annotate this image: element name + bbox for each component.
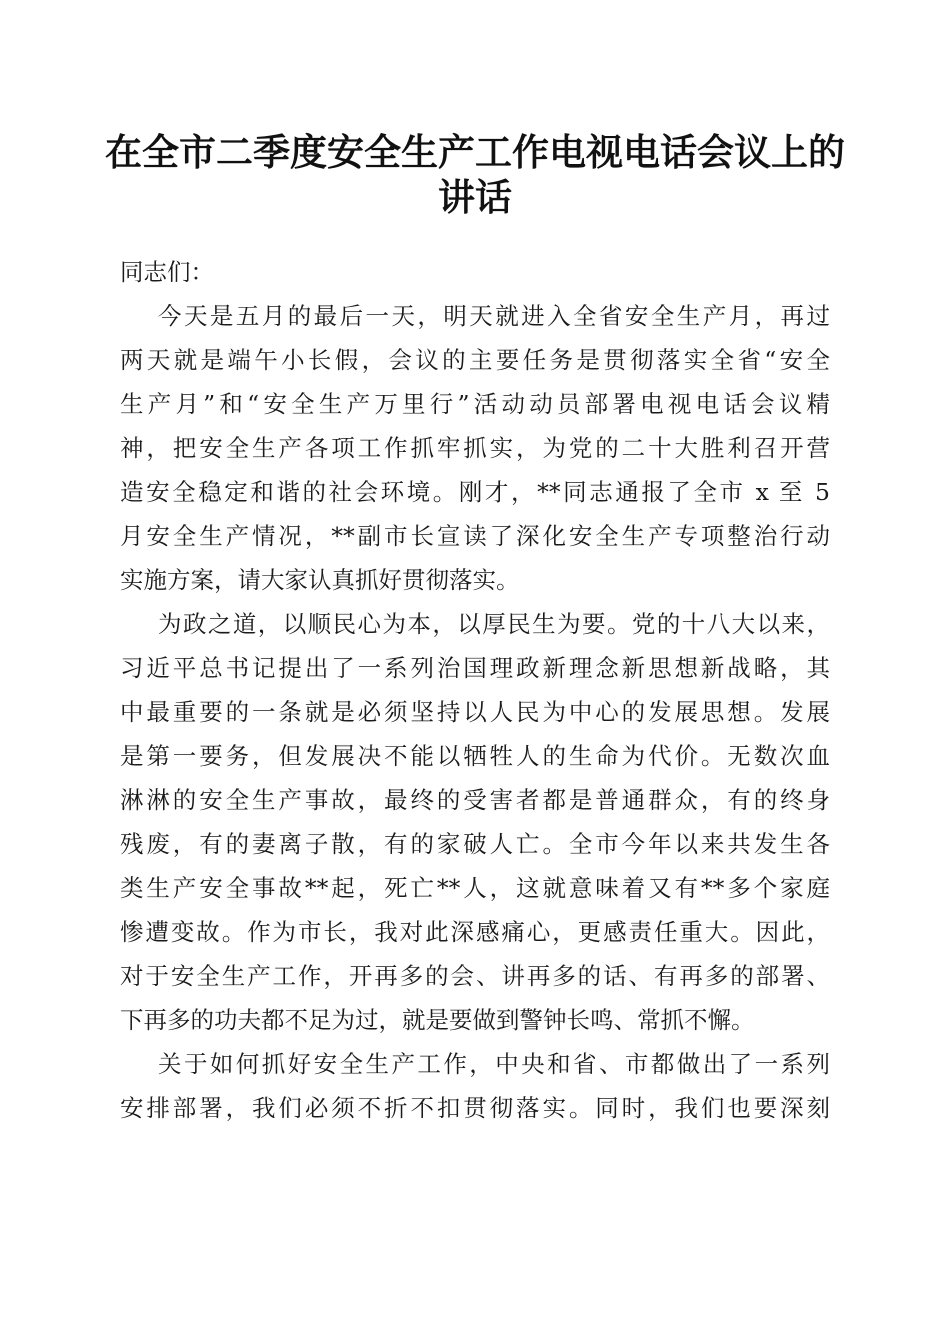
- paragraph-1-line-5: 造安全稳定和谐的社会环境。刚才，**同志通报了全市 x 至 5: [120, 478, 830, 506]
- paragraph-1-line-7: 实施方案，请大家认真抓好贯彻落实。: [120, 566, 520, 594]
- paragraph-2-line-3: 中最重要的一条就是必须坚持以人民为中心的发展思想。发展: [120, 698, 830, 726]
- paragraph-1-line-1: 今天是五月的最后一天，明天就进入全省安全生产月，再过: [158, 302, 830, 330]
- paragraph-1-line-3: 生产月”和“安全生产万里行”活动动员部署电视电话会议精: [120, 390, 830, 418]
- paragraph-2-line-9: 对于安全生产工作，开再多的会、讲再多的话、有再多的部署、: [120, 962, 830, 990]
- salutation: 同志们：: [120, 258, 214, 286]
- paragraph-2-line-10: 下再多的功夫都不足为过，就是要做到警钟长鸣、常抓不懈。: [120, 1006, 755, 1034]
- paragraph-2-line-5: 淋淋的安全生产事故，最终的受害者都是普通群众，有的终身: [120, 786, 830, 814]
- paragraph-2-line-7: 类生产安全事故**起，死亡**人，这就意味着又有**多个家庭: [120, 874, 830, 902]
- paragraph-3-line-2: 安排部署，我们必须不折不扣贯彻落实。同时，我们也要深刻: [120, 1094, 830, 1122]
- title-line-2: 讲话: [438, 175, 512, 219]
- paragraph-1-line-4: 神，把安全生产各项工作抓牢抓实，为党的二十大胜利召开营: [120, 434, 830, 462]
- document-body: [120, 250, 830, 1130]
- paragraph-2-line-6: 残废，有的妻离子散，有的家破人亡。全市今年以来共发生各: [120, 830, 830, 858]
- paragraph-2-line-4: 是第一要务，但发展决不能以牺牲人的生命为代价。无数次血: [120, 742, 830, 770]
- title-line-1: 在全市二季度安全生产工作电视电话会议上的: [105, 130, 845, 174]
- paragraph-1-line-2: 两天就是端午小长假，会议的主要任务是贯彻落实全省“安全: [120, 346, 830, 374]
- paragraph-3-line-1: 关于如何抓好安全生产工作，中央和省、市都做出了一系列: [158, 1050, 830, 1078]
- paragraph-2-line-8: 惨遭变故。作为市长，我对此深感痛心，更感责任重大。因此，: [120, 918, 830, 946]
- page-title: [100, 130, 850, 220]
- paragraph-1-line-6: 月安全生产情况，**副市长宣读了深化安全生产专项整治行动: [120, 522, 830, 550]
- paragraph-2-line-2: 习近平总书记提出了一系列治国理政新理念新思想新战略，其: [120, 654, 830, 682]
- paragraph-2-line-1: 为政之道，以顺民心为本，以厚民生为要。党的十八大以来，: [158, 610, 830, 638]
